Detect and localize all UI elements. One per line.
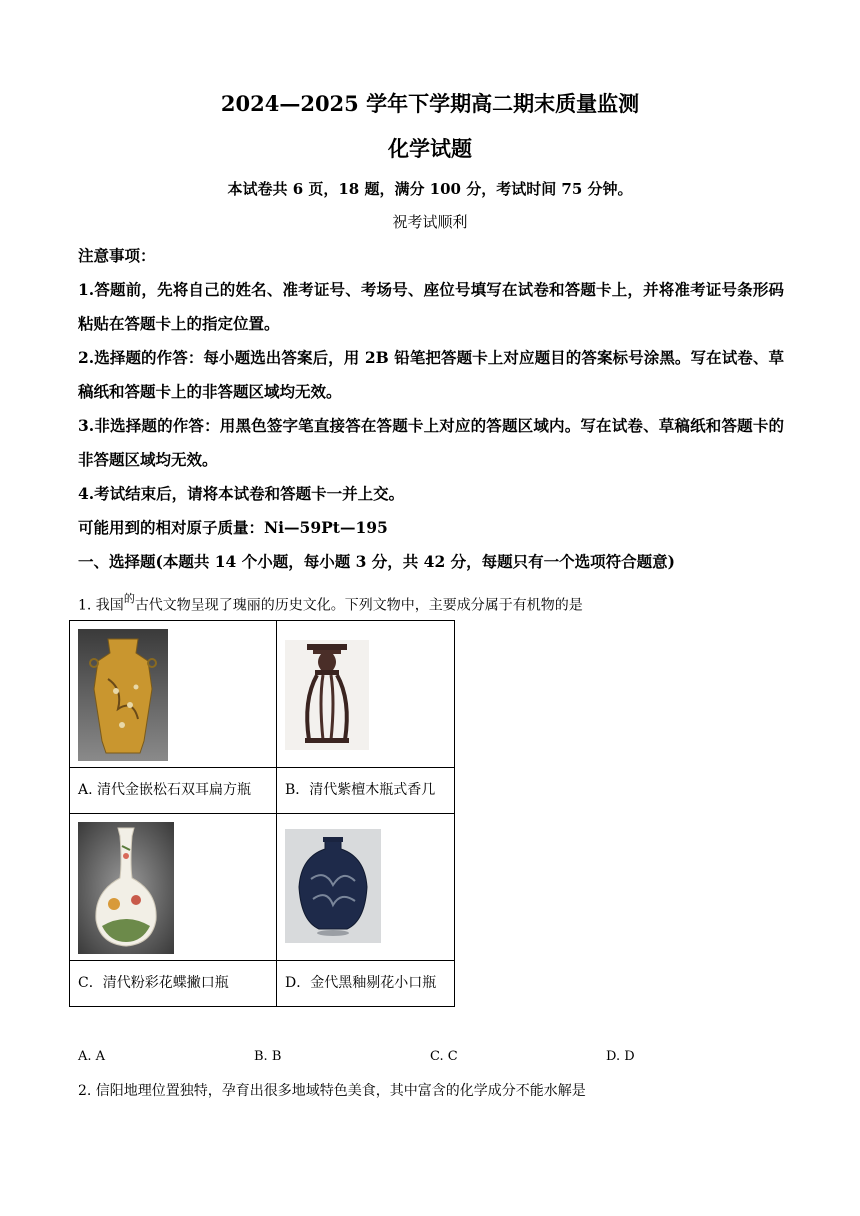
question-1-stem <box>78 591 583 616</box>
note-item-1: 1.答题前，先将自己的姓名、准考证号、考场号、座位号填写在试卷和答题卡上，并将准考证号条形码粘贴在答题卡上的指定位置。 <box>78 280 784 333</box>
option-d: D. D <box>606 1049 635 1064</box>
vase-c-icon <box>78 822 174 954</box>
atomic-mass-line: 可能用到的相对原子质量：Ni—59Pt—195 <box>78 518 388 537</box>
note-item-3: 3.非选择题的作答：用黑色签字笔直接答在答题卡上对应的答题区域内。写在试卷、草稿纸和答题卡的非答题区域均无效。 <box>78 416 784 469</box>
vase-d-icon <box>285 829 381 943</box>
question-1-prefix: 1. 我国 <box>78 597 124 614</box>
option-a: A. A <box>78 1049 106 1064</box>
question-2-stem: 2. 信阳地理位置独特，孕育出很多地域特色美食，其中富含的化学成分不能水解是 <box>78 1083 586 1099</box>
question-1-sup: 的 <box>123 592 135 605</box>
exam-info: 本试卷共 6 页，18 题，满分 100 分，考试时间 75 分钟。 <box>227 180 633 198</box>
section-heading: 一、选择题(本题共 14 个小题，每小题 3 分，共 42 分，每题只有一个选项符合题意) <box>78 552 675 571</box>
notes-heading: 注意事项： <box>78 246 156 265</box>
incense-stand-icon <box>285 640 369 750</box>
option-b: B. B <box>254 1049 282 1064</box>
caption-d: D．金代黑釉剔花小口瓶 <box>277 961 455 1007</box>
question-1-text: 古代文物呈现了瑰丽的历史文化。下列文物中，主要成分属于有机物的是 <box>134 597 583 614</box>
caption-c: C．清代粉彩花蝶撇口瓶 <box>70 961 277 1007</box>
vase-a-icon <box>78 629 168 761</box>
option-c: C. C <box>430 1049 458 1064</box>
note-item-4: 4.考试结束后，请将本试卷和答题卡一并上交。 <box>78 484 405 503</box>
note-item-2: 2.选择题的作答：每小题选出答案后，用 2B 铅笔把答题卡上对应题目的答案标号涂黑。写在试卷、草稿纸和答题卡上的非答题区域均无效。 <box>78 348 784 401</box>
subject-title: 化学试题 <box>388 136 472 161</box>
exam-wish: 祝考试顺利 <box>392 213 468 231</box>
exam-title: 2024—2025 学年下学期高二期末质量监测 <box>220 91 640 116</box>
image-cell-c <box>70 814 277 961</box>
question-1-table <box>69 620 455 1007</box>
image-cell-d <box>277 814 455 961</box>
image-cell-a <box>70 621 277 768</box>
caption-a: A. 清代金嵌松石双耳扁方瓶 <box>70 768 277 814</box>
caption-b: B．清代紫檀木瓶式香几 <box>277 768 455 814</box>
image-cell-b <box>277 621 455 768</box>
